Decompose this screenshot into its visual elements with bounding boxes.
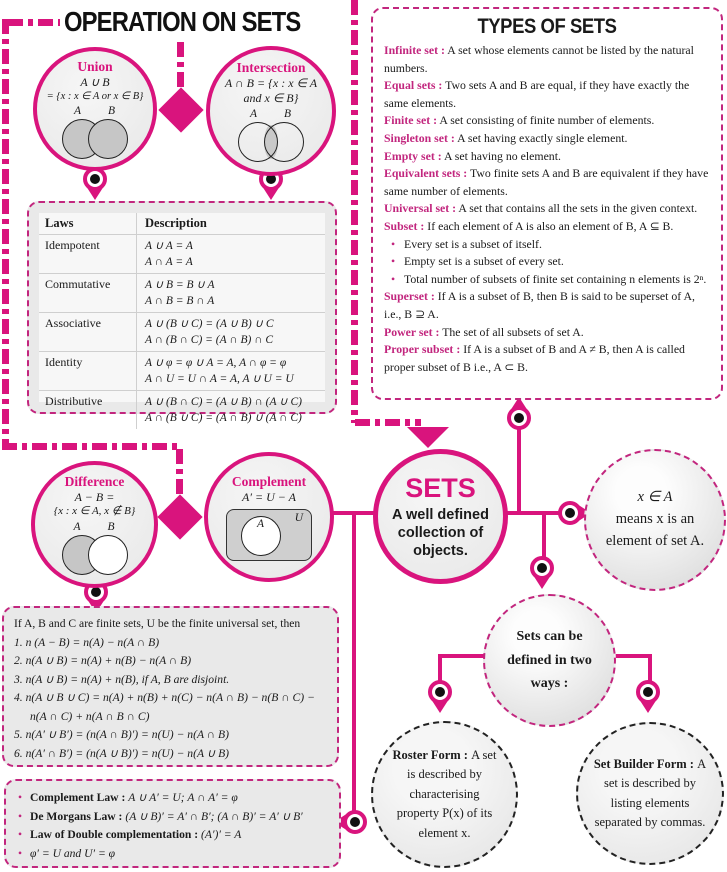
laws-table [39,213,325,424]
type-bullet-entry [384,253,710,271]
union-node [33,47,157,171]
sets-title: SETS [405,472,476,503]
law-name: Idempotent [39,235,137,273]
type-text: If each element of A is also an element of B, A ⊆ B. [424,218,674,233]
type-entry [384,341,710,376]
type-entry [384,148,710,166]
intersection-formula-2: and x ∈ B} [243,91,299,105]
type-entry [384,165,710,200]
complement-diagram [226,509,312,561]
venn-difference [62,520,128,575]
formula-item: 5. n(A′ ∪ B′) = (n(A ∩ B)′) = n(U) − n(A ∩ B) [14,728,229,741]
bullet-icon: • [391,271,396,286]
type-text: Total number of subsets of finite set containing n elements is 2ⁿ. [404,271,707,286]
law-formula: A ∪ (B ∩ C) = (A ∪ B) ∩ (A ∪ C) [145,396,302,408]
law-formula: A ∩ U = U ∩ A = A, A ∪ U = U [145,373,294,385]
type-term: Universal set : [384,201,457,216]
define-text: Sets can be defined in two ways : [507,628,592,692]
diamond-connector [158,87,203,132]
identity-item [16,808,331,827]
laws-table-header [39,213,325,235]
difference-formula-1: A − B = [74,490,115,505]
difference-label: Difference [64,474,125,490]
type-term: Finite set : [384,113,438,128]
type-term: Empty set : [384,148,442,163]
type-text: A set that contains all the sets in the given context. [456,201,698,216]
connector-sets-types [517,418,521,513]
connector-sets-identities [352,513,356,822]
type-bullet-entry [384,236,710,254]
dashdot-line [355,419,421,426]
formula-item: 3. n(A ∪ B) = n(A) + n(B), if A, B are disjoint. [14,672,230,686]
law-formula: A ∪ A = A [145,240,193,252]
type-entry [384,112,710,130]
builder-lead: Set Builder Form : [593,756,698,771]
arrow-down-icon [407,427,449,448]
law-description [137,313,325,351]
sets-node [373,449,508,584]
identity-lead: De Morgans Law : [30,809,126,823]
bullet-icon: • [391,236,396,251]
intersection-node [206,46,336,176]
type-text: The set of all subsets of set A. [439,324,584,339]
universal-set-label: U [294,511,303,524]
venn-label-a: A [74,105,82,118]
formula-item: 1. n (A − B) = n(A) − n(A ∩ B) [14,635,160,649]
law-description [137,391,325,429]
set-builder-node [576,722,724,865]
pin-marker [428,680,452,704]
law-name: Commutative [39,274,137,312]
union-label: Union [77,58,113,74]
bullet-icon: • [391,254,396,269]
law-description [137,274,325,312]
type-bullet-entry [384,271,710,289]
type-entry [384,324,710,342]
element-node [584,449,726,591]
formula-item: 4. n(A ∪ B ∪ C) = n(A) + n(B) + n(C) − n(A ∩ B) − n(B ∩ C) − n(A ∩ C) + n(A ∩ B ∩ C) [14,691,315,723]
law-formula: A ∩ (B ∩ C) = (A ∩ B) ∩ C [145,334,274,346]
identity-item [16,789,331,808]
types-box-title: TYPES OF SETS [477,15,617,38]
description-header-cell: Description [145,216,207,230]
type-text: Every set is a subset of itself. [404,236,542,251]
law-name: Distributive [39,391,137,429]
pin-marker [636,680,660,704]
formulas-body [4,608,337,770]
dashdot-line [8,19,60,26]
types-of-sets-box [371,7,723,400]
law-name: Associative [39,313,137,351]
table-row [39,391,325,429]
identity-item [16,845,331,864]
pin-marker [343,810,367,834]
dashdot-line [2,443,180,450]
venn-label-b: B [108,105,116,118]
law-formula: A ∩ (B ∪ C) = (A ∩ B) ∪ (A ∩ C) [145,412,302,424]
table-row [39,274,325,313]
dashdot-line [2,19,9,449]
type-text: A set whose elements cannot be listed by the natural numbers. [384,43,694,75]
bullet-icon: • [18,809,23,823]
venn-intersection [238,110,304,162]
pin-marker [530,556,554,580]
connector-define-roster [438,654,486,658]
table-row [39,352,325,391]
type-term: Equal sets : [384,78,443,93]
venn-circle-b [88,119,128,159]
identity-formula: (A ∪ B)′ = A′ ∩ B′; (A ∩ B)′ = A′ ∪ B′ [125,809,303,823]
type-term: Infinite set : [384,43,445,57]
type-entry [384,218,710,236]
roster-form-node [371,721,518,868]
difference-node [31,461,158,588]
identities-body [6,781,339,869]
roster-lead: Roster Form : [392,748,472,763]
diamond-connector [157,494,202,539]
type-term: Power set : [384,324,440,339]
type-entry [384,200,710,218]
complement-formula: A′ = U − A [242,489,296,504]
law-formula: A ∩ B = B ∩ A [145,295,215,307]
union-formula-2: = {x : x ∈ A or x ∈ B} [46,90,144,102]
connector-define-builder [612,654,652,658]
bullet-icon: • [18,791,23,804]
formula-item: 6. n(A′ ∩ B′) = (n(A ∪ B)′) = n(U) − n(A ∪ B) [14,746,230,760]
venn-label-b: B [284,108,292,120]
element-formula: x ∈ A [637,489,673,506]
type-entry [384,42,710,77]
define-node [483,594,616,727]
type-entry [384,130,710,148]
type-text: If A is a subset of B and A ≠ B, then A is called proper subset of B i.e., A ⊂ B. [384,342,685,374]
venn-circle-b [88,535,128,575]
laws-box [27,201,337,424]
identity-formula: A ∪ A′ = U; A ∩ A′ = φ [128,791,238,804]
type-term: Subset : [384,218,425,233]
union-formula-1: A ∪ B [80,74,110,89]
difference-formula-2: {x : x ∈ A, x ∉ B} [53,505,136,518]
laws-header-cell: Laws [39,213,137,234]
type-term: Superset : [384,289,435,304]
type-term: Equivalent sets : [384,166,468,181]
builder-body: A set is described by listing elements separated by commas. [594,756,707,829]
identity-item [16,826,331,845]
complement-node [204,452,334,582]
cardinality-formulas-box [2,606,339,767]
types-box-body [373,42,721,376]
table-row [39,313,325,352]
formula-item: 2. n(A ∪ B) = n(A) + n(B) − n(A ∩ B) [14,654,192,667]
type-text: Empty set is a subset of every set. [404,254,564,269]
law-name: Identity [39,352,137,390]
law-formula: A ∩ A = A [145,256,193,268]
type-entry [384,288,710,323]
formulas-intro: If A, B and C are finite sets, U be the finite universal set, then [14,617,301,630]
intersection-label: Intersection [236,60,306,75]
pin-marker [507,406,531,430]
page-title: OPERATION ON SETS [64,6,301,37]
bullet-icon: • [18,828,23,841]
builder-text [578,755,722,833]
bullet-icon: • [18,846,23,860]
identity-formula: (A′)′ = A [201,828,242,841]
venn-label-a: A [250,108,258,120]
table-row [39,235,325,274]
element-text: means x is an element of set A. [605,511,705,549]
law-formula: A ∪ (B ∪ C) = (A ∪ B) ∪ C [145,318,274,330]
venn-circle-b [264,122,304,162]
type-text: Two sets A and B are equal, if they have exactly the same elements. [384,78,690,110]
identity-lead: Law of Double complementation : [30,828,201,841]
type-text: A set consisting of finite number of elements. [437,113,655,128]
complement-label: Complement [231,473,307,489]
roster-body: A set is described by characterising property P(x) of its element x. [396,748,497,840]
type-text: Two finite sets A and B are equivalent if they have same number of elements. [384,166,709,198]
law-description [137,352,325,390]
type-term: Singleton set : [384,130,455,145]
venn-label-a: A [73,520,81,533]
type-text: A set having exactly single element. [454,130,628,145]
type-term: Proper subset : [384,342,461,357]
dashdot-line [176,449,183,499]
sets-description: A well defined collection of objects. [392,506,489,560]
identity-lead: Complement Law : [30,791,129,804]
type-text: If A is a subset of B, then B is said to be superset of A, i.e., B ⊇ A. [384,289,695,321]
roster-text [373,746,516,843]
law-formula: A ∪ B = B ∪ A [145,279,215,291]
type-entry [384,77,710,112]
law-formula: A ∪ φ = φ ∪ A = A, A ∩ φ = φ [145,357,287,369]
set-identities-box [4,779,341,868]
venn-union [62,107,128,159]
identity-formula: φ′ = U and U′ = φ [30,846,116,860]
intersection-formula-1: A ∩ B = {x : x ∈ A [224,76,318,90]
dashdot-line [351,0,358,423]
pin-marker [558,501,582,525]
venn-label-b: B [107,520,115,533]
type-text: A set having no element. [441,148,561,163]
law-description [137,235,325,273]
set-a-label: A [257,517,265,530]
